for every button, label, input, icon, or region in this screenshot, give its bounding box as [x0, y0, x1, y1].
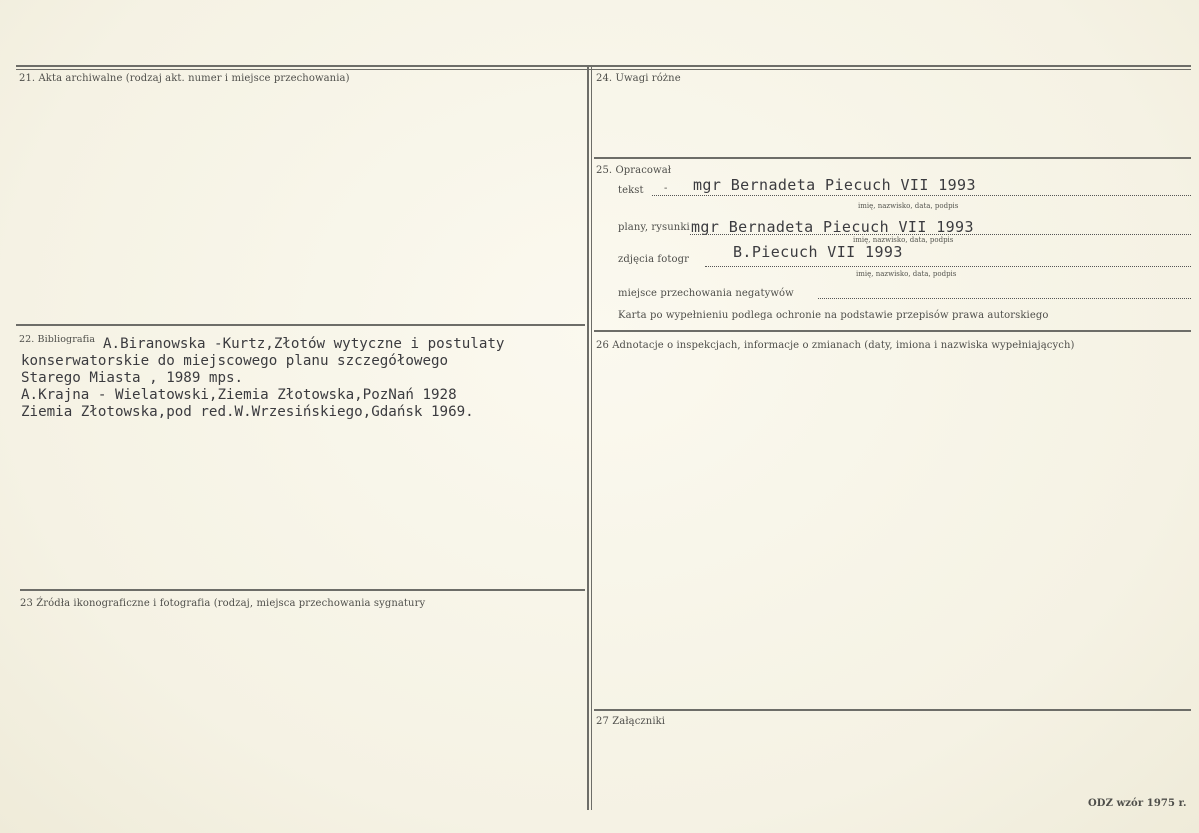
section-26-label: 26 Adnotacje o inspekcjach, informacje o zmianach (daty, imiona i nazwiska wypełniających): [596, 340, 1075, 351]
plany-dotted-line: [690, 234, 1191, 235]
top-border-line: [16, 65, 1191, 67]
negatywy-dotted-line: [818, 298, 1191, 299]
section-27-label: 27 Załączniki: [596, 716, 666, 727]
bibliography-line: konserwatorskie do miejscowego planu szczegółowego: [21, 353, 449, 369]
zdjecia-value: B.Piecuch VII 1993: [733, 243, 903, 261]
plany-value: mgr Bernadeta Piecuch VII 1993: [691, 218, 974, 236]
form-id-footer: ODZ wzór 1975 r.: [1088, 798, 1187, 809]
divider-24-25: [594, 157, 1191, 159]
divider-22-23: [20, 589, 585, 591]
tekst-value: mgr Bernadeta Piecuch VII 1993: [693, 176, 976, 194]
divider-26-27: [594, 709, 1191, 711]
bibliography-line: Ziemia Złotowska,pod red.W.Wrzesińskiego,Gdańsk 1969.: [21, 404, 474, 420]
zdjecia-dotted-line: [705, 266, 1191, 267]
top-border-line-secondary: [16, 69, 1191, 70]
negatywy-label: miejsce przechowania negatywów: [618, 288, 794, 299]
tekst-mark: -: [664, 183, 668, 194]
tekst-dotted-line: [652, 195, 1191, 196]
copyright-note: Karta po wypełnieniu podlega ochronie na podstawie przepisów prawa autorskiego: [618, 310, 1049, 321]
center-divider-secondary: [591, 65, 592, 810]
bibliography-line: A.Krajna - Wielatowski,Ziemia Złotowska,PozNań 1928: [21, 387, 457, 403]
center-divider: [587, 65, 589, 810]
bibliography-line: A.Biranowska -Kurtz,Złotów wytyczne i postulaty: [103, 336, 505, 352]
section-21-label: 21. Akta archiwalne (rodzaj akt. numer i miejsce przechowania): [19, 73, 350, 84]
divider-25-26: [594, 330, 1191, 332]
zdjecia-label: zdjęcia fotogr: [618, 254, 689, 265]
zdjecia-caption: imię, nazwisko, data, podpis: [856, 270, 957, 278]
section-22-label: 22. Bibliografia: [19, 334, 96, 345]
bibliography-text-continued: [21, 353, 586, 421]
bibliography-text: [103, 336, 504, 353]
section-24-label: 24. Uwagi różne: [596, 73, 681, 84]
tekst-label: tekst: [618, 185, 644, 196]
section-23-label: 23 Źródła ikonograficzne i fotografia (rodzaj, miejsca przechowania sygnatury: [20, 598, 426, 609]
section-25-label: 25. Opracował: [596, 165, 672, 176]
tekst-caption: imię, nazwisko, data, podpis: [858, 202, 959, 210]
plany-label: plany, rysunki: [618, 222, 690, 233]
plany-caption: imię, nazwisko, data, podpis: [853, 236, 954, 244]
bibliography-line: Starego Miasta , 1989 mps.: [21, 370, 244, 386]
divider-21-22: [16, 324, 585, 326]
